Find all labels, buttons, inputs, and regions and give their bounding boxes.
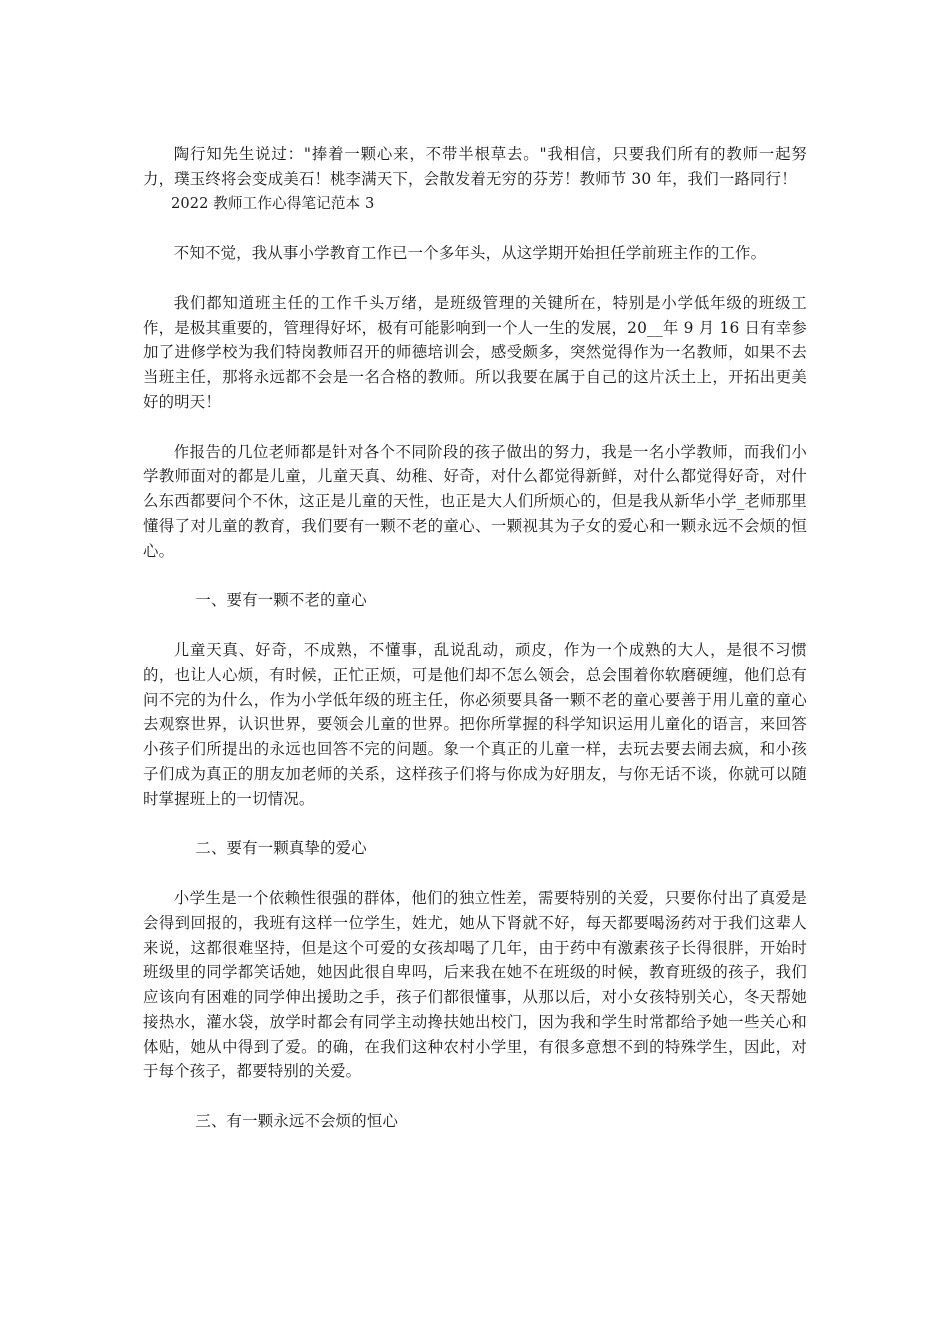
paragraph-quote: 陶行知先生说过："捧着一颗心来，不带半根草去。"我相信，只要我们所有的教师一起努力，璞玉终将会变成美石！桃李满天下，会散发着无穷的芬芳！教师节 30 年，我们一路同行！: [143, 145, 807, 188]
section-heading-1: 一、要有一颗不老的童心: [195, 591, 367, 610]
paragraph-class-management: 我们都知道班主任的工作千头万绪，是班级管理的关键所在，特别是小学低年级的班级工作，是极其重要的，管理得好坏，极有可能影响到一个人一生的发展，20__年 9 月 16 日有幸参加了进修学校为我们特岗教师召开的师德培训会，感受颇多，突然觉得作为一名教师，如果不去当班主任，那将永远都不会是一名合格的教师。所以我要在属于自己的这片沃土上，开拓出更美好的明天！: [143, 293, 807, 411]
paragraph-childlike-heart: 儿童天真、好奇，不成熟，不懂事，乱说乱动，顽皮，作为一个成熟的大人，是很不习惯的，也让人心烦，有时候，正忙正烦，可是他们却不怎么领会，总会围着你软磨硬缠，他们总有问不完的为什么，作为小学低年级的班主任，你必须要具备一颗不老的童心要善于用儿童的童心去观察世界，认识世界，要领会儿童的世界。把你所掌握的科学知识运用儿童化的语言，来回答小孩子们所提出的永远也回答不完的问题。象一个真正的儿童一样，去玩去要去闹去疯，和小孩子们成为真正的朋友加老师的关系，这样孩子们将与你成为好朋友，与你无话不谈，你就可以随时掌握班上的一切情况。: [143, 640, 807, 808]
paragraph-report: 作报告的几位老师都是针对各个不同阶段的孩子做出的努力，我是一名小学教师，而我们小学教师面对的都是儿童，儿童天真、幼稚、好奇，对什么都觉得新鲜，对什么都觉得好奇，对什么东西都要问个不休，这正是儿童的天性，也正是大人们所烦心的，但是我从新华小学_老师那里懂得了对儿童的教育，我们要有一颗不老的童心、一颗视其为子女的爱心和一颗永远不会烦的恒心。: [143, 442, 807, 560]
document-subtitle: 2022 教师工作心得笔记范本 3: [171, 194, 375, 212]
paragraph-intro: 不知不觉，我从事小学教育工作已一个多年头，从这学期开始担任学前班主作的工作。: [173, 244, 767, 263]
document-page: [143, 142, 807, 1134]
section-heading-3: 三、有一颗永远不会烦的恒心: [195, 1112, 399, 1131]
section-heading-2: 二、要有一颗真挚的爱心: [195, 839, 367, 858]
paragraph-sincere-love: 小学生是一个依赖性很强的群体，他们的独立性差，需要特别的关爱，只要你付出了真爱是会得到回报的，我班有这样一位学生，姓尤，她从下肾就不好，每天都要喝汤药对于我们这辈人来说，这都很难坚持，但是这个可爱的女孩却喝了几年，由于药中有激素孩子长得很胖，开始时班级里的同学都笑话她，她因此很自卑吗，后来我在她不在班级的时候，教育班级的孩子，我们应该向有困难的同学伸出援助之手，孩子们都很懂事，从那以后，对小女孩特别关心，冬天帮她接热水，灌水袋，放学时都会有同学主动搀扶她出校门，因为我和学生时常都给予她一些关心和体贴，她从中得到了爱。的确，在我们这种农村小学里，有很多意想不到的特殊学生，因此，对于每个孩子，都要特别的关爱。: [143, 888, 807, 1081]
